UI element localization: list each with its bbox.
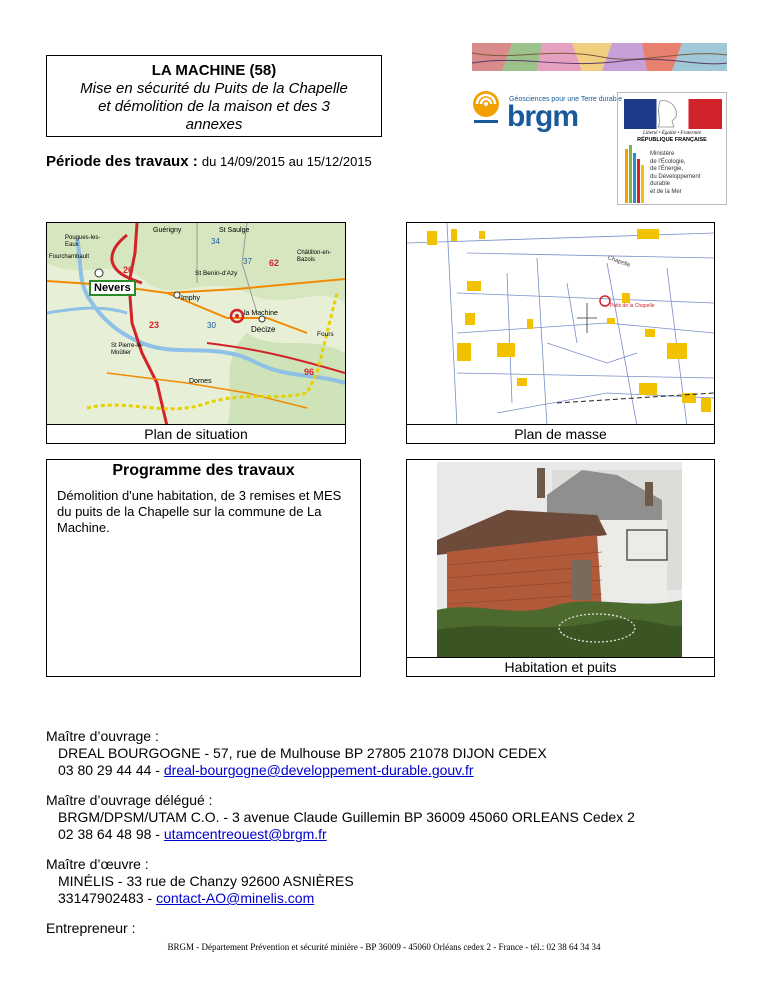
cadastral-plan <box>407 223 714 426</box>
ministry-logo <box>617 92 727 205</box>
cadastral-plan-caption: Plan de masse <box>407 424 714 443</box>
moa-label: Maître d’ouvrage : <box>46 728 159 744</box>
period-dates: du 14/09/2015 au 15/12/2015 <box>201 154 372 169</box>
marianne-republic: RÉPUBLIQUE FRANÇAISE <box>637 137 707 143</box>
house-photo <box>407 460 714 658</box>
period-label: Période des travaux : <box>46 153 198 170</box>
ministry-text: Ministère de l'Écologie, de l'Énergie, du Développement durable et de la Mer <box>650 151 701 195</box>
ministry-stripes-icon <box>624 145 648 203</box>
title-main: LA MACHINE (58) <box>151 62 277 79</box>
title-subtitle-line3: annexes <box>185 116 243 133</box>
moe-phone: 33147902483 - <box>58 890 157 906</box>
maitre-ouvrage-delegue <box>46 792 635 843</box>
moad-address: BRGM/DPSM/UTAM C.O. - 3 avenue Claude Guillemin BP 36009 45060 ORLEANS Cedex 2 <box>58 809 635 825</box>
title-subtitle-line1: Mise en sécurité du Puits de la Chapelle <box>80 80 348 97</box>
brgm-logo <box>471 88 623 136</box>
map-label-chatillon: Châtillon-en-Bazois <box>297 250 332 263</box>
map-road-34: 34 <box>211 237 220 246</box>
moe-email-link[interactable]: contact-AO@minelis.com <box>156 890 315 906</box>
title-box <box>46 55 382 137</box>
map-label-nevers: Nevers <box>89 280 136 296</box>
moa-address: DREAL BOURGOGNE - 57, rue de Mulhouse BP 27805 21078 DIJON CEDEX <box>58 745 547 761</box>
moa-phone: 03 80 29 44 44 - <box>58 762 164 778</box>
map-road-37: 37 <box>243 257 252 266</box>
situation-map-panel <box>46 222 346 444</box>
entrepreneur-label: Entrepreneur : <box>46 920 136 936</box>
map-road-26: 26 <box>123 265 134 275</box>
brgm-emblem-icon <box>471 90 501 134</box>
works-period <box>46 153 372 170</box>
brgm-tagline: Géosciences pour une Terre durable <box>509 96 623 103</box>
moe-address: MINÉLIS - 33 rue de Chanzy 92600 ASNIÈRES <box>58 873 354 889</box>
title-subtitle-line2: et démolition de la maison et des 3 <box>98 98 330 115</box>
map-label-pougues: Pougues-les-Eaux <box>65 235 101 248</box>
moad-contact <box>46 826 635 843</box>
moa-email-link[interactable]: dreal-bourgogne@developpement-durable.gouv.fr <box>163 762 474 778</box>
moe-contact <box>46 890 635 907</box>
map-label-benin: St Benin-d'Azy <box>195 270 238 277</box>
cadastral-plan-panel <box>406 222 715 444</box>
map-label-saulge: St Saulge <box>219 227 250 234</box>
map-label-imphy: Imphy <box>181 295 201 302</box>
photo-caption: Habitation et puits <box>407 657 714 676</box>
contacts-section <box>46 728 635 937</box>
map-label-la-machine: la Machine <box>244 310 278 317</box>
marianne-profile-icon <box>652 99 682 129</box>
map-label-guerigny: Guérigny <box>153 227 182 234</box>
moe-label: Maître d’œuvre : <box>46 856 149 872</box>
cadastre-label-road: Chapelle <box>606 255 631 269</box>
map-label-dornes: Dornes <box>189 378 212 385</box>
map-road-30: 30 <box>207 321 216 330</box>
programme-title: Programme des travaux <box>112 462 295 479</box>
map-label-decize: Decize <box>251 325 276 334</box>
programme-description: Démolition d'une habitation, de 3 remises et MES du puits de la Chapelle sur la commune de La Machine. <box>57 488 342 535</box>
situation-map-caption: Plan de situation <box>47 424 345 443</box>
page-footer: BRGM - Département Prévention et sécurité minière - BP 36009 - 45060 Orléans cedex 2 - France - tél.: 02 38 64 34 34 <box>167 942 601 952</box>
moa-contact <box>46 762 635 779</box>
map-road-23: 23 <box>149 320 160 330</box>
brgm-name: brgm <box>507 100 578 133</box>
photo-panel <box>406 459 715 677</box>
map-road-62: 62 <box>269 258 280 268</box>
marianne-motto: Liberté • Égalité • Fraternité <box>643 131 701 136</box>
map-label-pierre: St Pierre-le-Moûtier <box>111 343 144 356</box>
cadastre-label-puits: Puits de la Chapelle <box>610 303 655 309</box>
map-label-fours: Fours <box>317 331 334 338</box>
geology-map-strip <box>472 43 727 71</box>
programme-panel <box>46 459 361 677</box>
moad-phone: 02 38 64 48 98 - <box>58 826 164 842</box>
map-road-96: 96 <box>304 367 315 377</box>
maitre-ouvrage <box>46 728 635 779</box>
moad-email-link[interactable]: utamcentreouest@brgm.fr <box>163 826 327 842</box>
moad-label: Maître d’ouvrage délégué : <box>46 792 213 808</box>
map-label-fourcham: Fourchambault <box>49 254 90 260</box>
maitre-oeuvre <box>46 856 635 907</box>
